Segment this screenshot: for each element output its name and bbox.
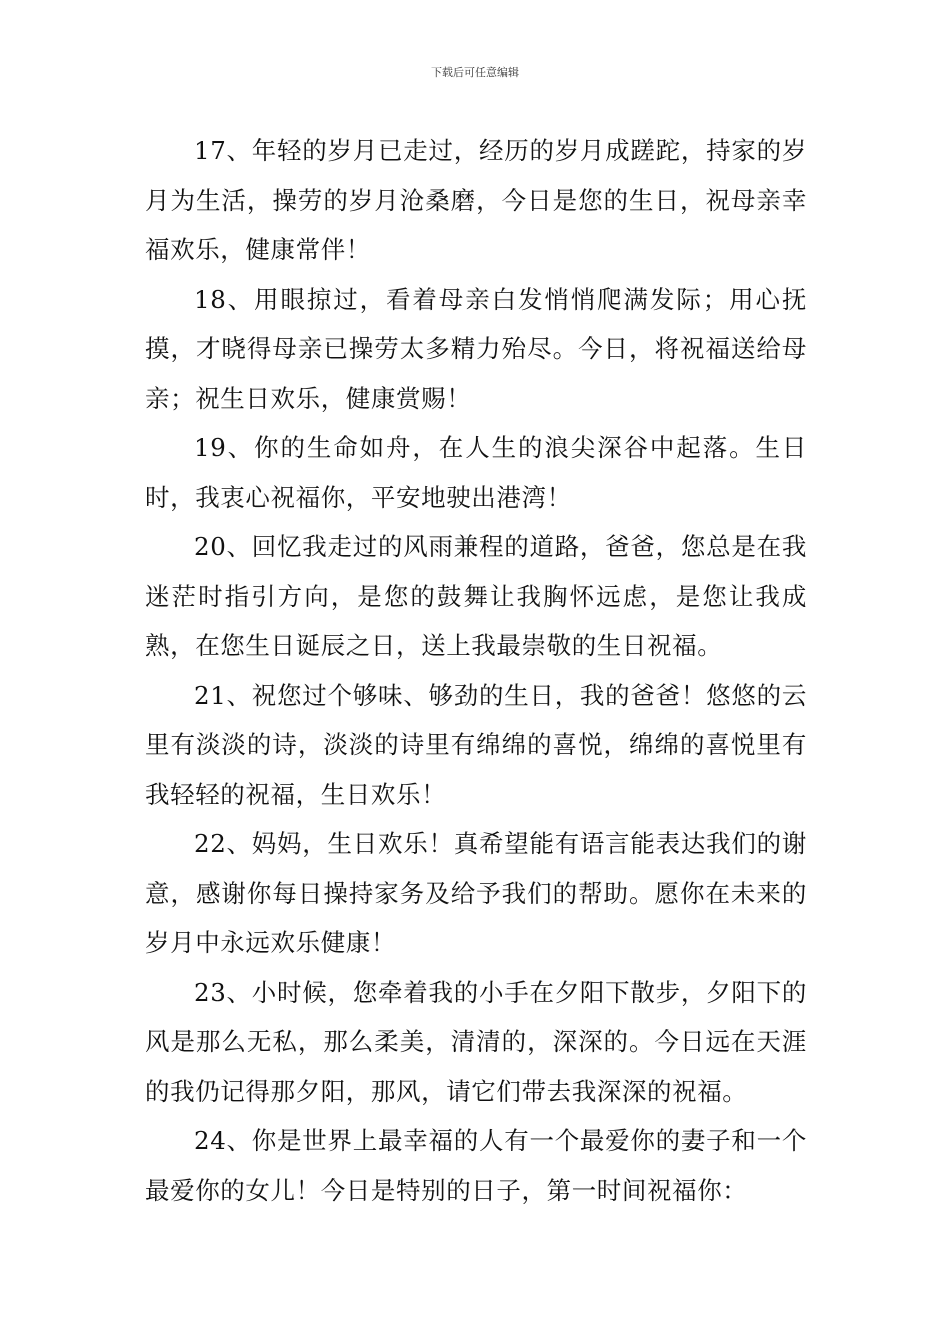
page-header-note: 下载后可任意编辑: [431, 66, 519, 79]
paragraph-18: 18、用眼掠过，看着母亲白发悄悄爬满发际；用心抚摸，才晓得母亲已操劳太多精力殆尽。今日，将祝福送给母亲；祝生日欢乐，健康赏赐！: [145, 284, 807, 413]
paragraph-23: 23、小时候，您牵着我的小手在夕阳下散步，夕阳下的风是那么无私，那么柔美，清清的，深深的。今日远在天涯的我仍记得那夕阳，那风，请它们带去我深深的祝福。: [145, 977, 807, 1106]
paragraph-21: 21、祝您过个够味、够劲的生日，我的爸爸！悠悠的云里有淡淡的诗，淡淡的诗里有绵绵的喜悦，绵绵的喜悦里有我轻轻的祝福，生日欢乐！: [145, 680, 807, 809]
document-body: [145, 126, 807, 1215]
paragraph-20: 20、回忆我走过的风雨兼程的道路，爸爸，您总是在我迷茫时指引方向，是您的鼓舞让我胸怀远虑，是您让我成熟，在您生日诞辰之日，送上我最崇敬的生日祝福。: [145, 532, 807, 660]
paragraph-22: 22、妈妈，生日欢乐！真希望能有语言能表达我们的谢意，感谢你每日操持家务及给予我们的帮助。愿你在未来的岁月中永远欢乐健康！: [145, 829, 807, 957]
paragraph-24: 24、你是世界上最幸福的人有一个最爱你的妻子和一个最爱你的女儿！今日是特别的日子，第一时间祝福你：: [145, 1126, 807, 1205]
paragraph-17: 17、年轻的岁月已走过，经历的岁月成蹉跎，持家的岁月为生活，操劳的岁月沧桑磨，今日是您的生日，祝母亲幸福欢乐，健康常伴！: [145, 136, 807, 264]
paragraph-19: 19、你的生命如舟，在人生的浪尖深谷中起落。生日时，我衷心祝福你，平安地驶出港湾！: [145, 433, 807, 512]
